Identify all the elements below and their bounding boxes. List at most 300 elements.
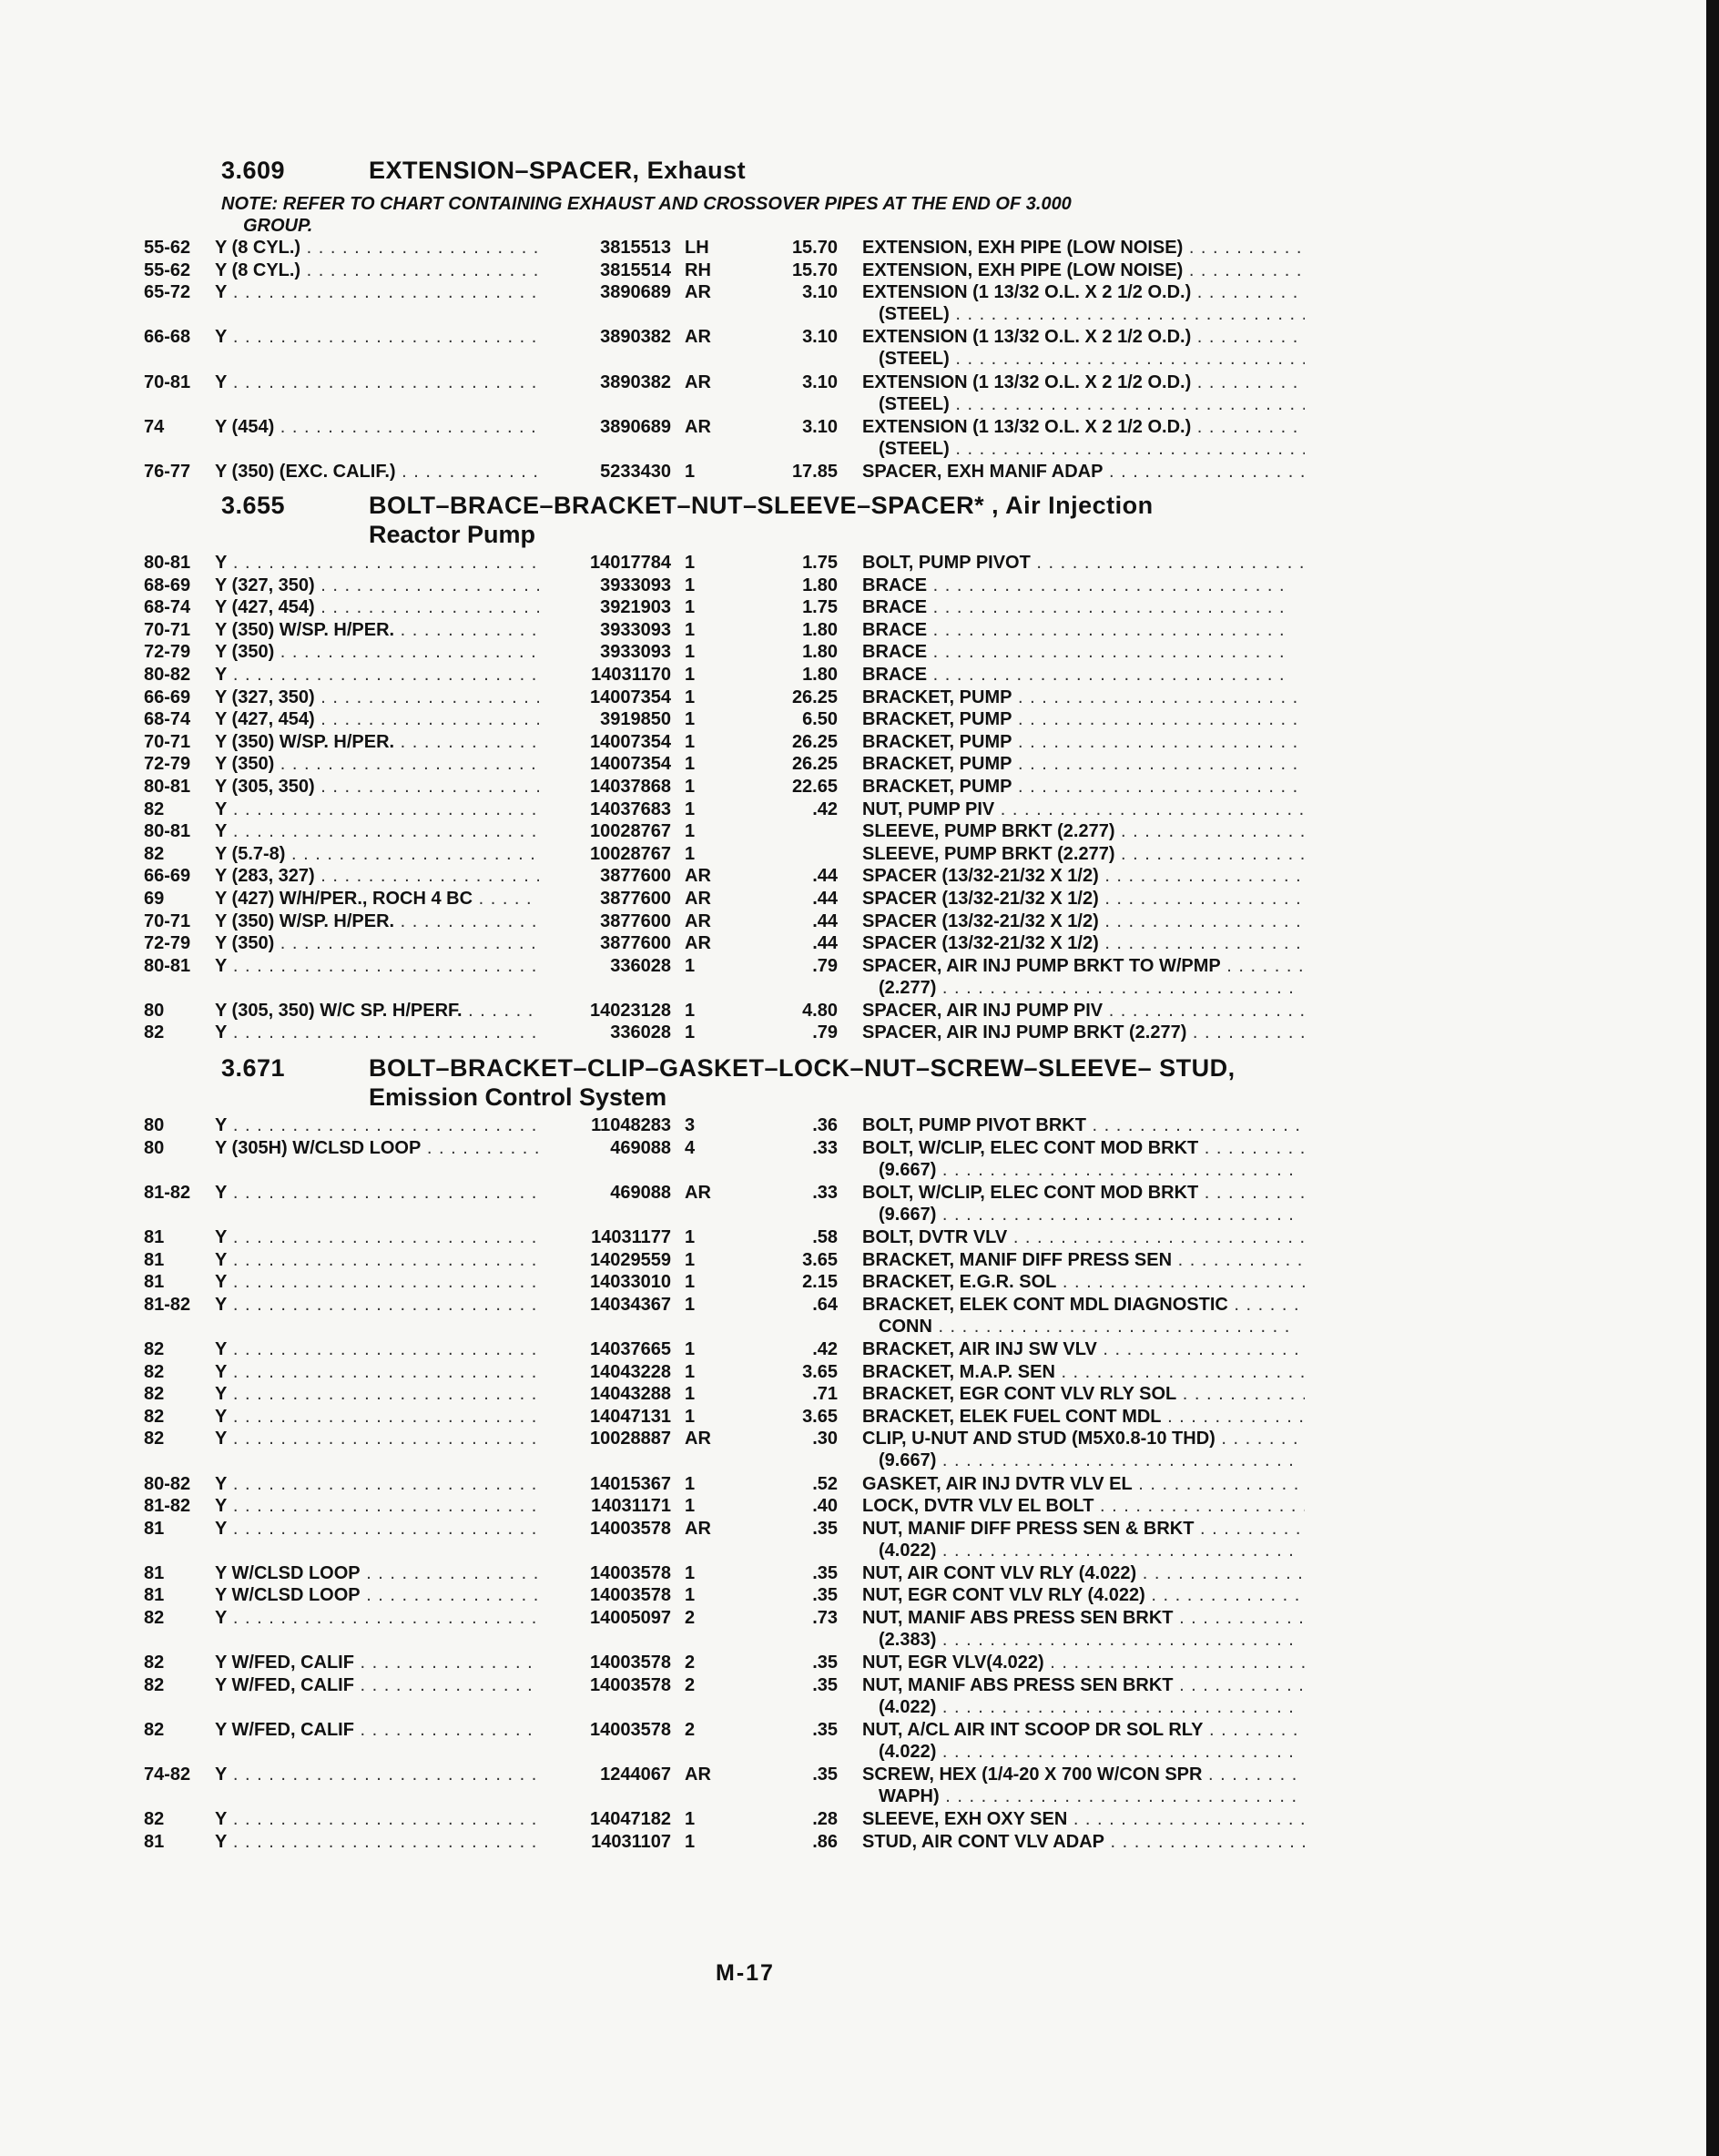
description-line-cont: (STEEL) . . . <box>862 393 1305 415</box>
part-number-cell: 14033010 <box>590 1272 671 1293</box>
application-cell: Y . . . <box>215 1022 539 1043</box>
years-cell: 80-81 <box>144 776 191 797</box>
quantity-cell: 1 <box>685 1022 696 1043</box>
quantity-cell: 1 <box>685 597 696 618</box>
description-line: NUT, A/CL AIR INT SCOOP DR SOL RLY . . . <box>862 1720 1305 1740</box>
price-cell: 3.10 <box>802 416 838 437</box>
table-row <box>0 1719 1719 1764</box>
section-number: 3.609 <box>221 157 286 184</box>
price-cell: 22.65 <box>791 776 838 797</box>
price-cell: 4.80 <box>802 1000 838 1021</box>
table-row <box>0 1831 1719 1854</box>
part-number-cell: 14047182 <box>590 1809 671 1830</box>
description-line: EXTENSION (1 13/32 O.L. X 2 1/2 O.D.) . . . <box>862 417 1305 437</box>
description-line: SPACER, AIR INJ PUMP BRKT TO W/PMP . . . <box>862 956 1305 976</box>
quantity-cell: 1 <box>685 1000 696 1021</box>
years-cell: 70-71 <box>144 619 191 640</box>
description-line-cont: (STEEL) . . . <box>862 348 1305 370</box>
part-number-cell: 336028 <box>610 955 671 976</box>
table-row <box>0 708 1719 731</box>
application-cell: Y . . . <box>215 281 539 303</box>
part-number-cell: 14037683 <box>590 798 671 819</box>
table-row <box>0 1249 1719 1272</box>
part-number-cell: 3933093 <box>600 619 671 640</box>
price-cell: .71 <box>812 1384 838 1405</box>
price-cell: 3.65 <box>802 1361 838 1382</box>
quantity-cell: AR <box>685 416 711 437</box>
description-cell <box>862 1338 1305 1360</box>
table-row <box>0 641 1719 664</box>
description-line: EXTENSION (1 13/32 O.L. X 2 1/2 O.D.) . . . <box>862 282 1305 302</box>
quantity-cell: RH <box>685 259 711 280</box>
application-cell: Y W/CLSD LOOP . . . <box>215 1562 539 1584</box>
table-row <box>0 1406 1719 1429</box>
part-number-cell: 14037665 <box>590 1338 671 1359</box>
part-number-cell: 14007354 <box>590 754 671 775</box>
price-cell: .44 <box>812 933 838 954</box>
description-cell <box>862 1652 1305 1673</box>
description-line-cont: (9.667) . . . <box>862 1449 1305 1471</box>
application-cell: Y . . . <box>215 326 539 348</box>
quantity-cell: 1 <box>685 1473 696 1494</box>
application-cell: Y (350) W/SP. H/PER. . . . <box>215 619 539 641</box>
description-cell <box>862 1249 1305 1271</box>
part-number-cell: 14034367 <box>590 1294 671 1315</box>
table-row <box>0 1674 1719 1719</box>
part-number-cell: 3877600 <box>600 866 671 887</box>
years-cell: 74 <box>144 416 165 437</box>
years-cell: 81 <box>144 1518 165 1539</box>
description-line: BRACE . . . <box>862 597 1286 617</box>
note-text: NOTE: REFER TO CHART CONTAINING EXHAUST AND CROSSOVER PIPES AT THE END OF 3.000 <box>221 194 1072 214</box>
years-cell: 68-74 <box>144 597 191 618</box>
section-number: 3.655 <box>221 492 286 519</box>
quantity-cell: AR <box>685 371 711 392</box>
description-cell <box>862 259 1305 281</box>
table-row <box>0 888 1719 910</box>
years-cell: 69 <box>144 888 165 909</box>
quantity-cell: 2 <box>685 1653 696 1673</box>
application-cell: Y . . . <box>215 955 539 977</box>
price-cell: 26.25 <box>791 686 838 707</box>
description-cell <box>862 416 1305 460</box>
years-cell: 82 <box>144 1384 165 1405</box>
description-cell <box>862 1518 1305 1561</box>
description-line: BOLT, W/CLIP, ELEC CONT MOD BRKT . . . <box>862 1183 1305 1203</box>
table-row <box>0 1518 1719 1562</box>
price-cell: 3.10 <box>802 282 838 303</box>
description-line-cont: (4.022) . . . <box>862 1696 1305 1718</box>
table-row <box>0 1137 1719 1182</box>
table-row <box>0 753 1719 776</box>
price-cell: .52 <box>812 1473 838 1494</box>
quantity-cell: 1 <box>685 1361 696 1382</box>
table-row <box>0 575 1719 597</box>
section-note <box>221 193 1268 237</box>
part-number-cell: 14007354 <box>590 731 671 752</box>
part-number-cell: 3890689 <box>600 282 671 303</box>
quantity-cell: 1 <box>685 664 696 685</box>
quantity-cell: 1 <box>685 1338 696 1359</box>
description-line: BRACE . . . <box>862 665 1286 685</box>
description-cell <box>862 1428 1305 1471</box>
description-cell <box>862 753 1305 775</box>
description-line: BOLT, PUMP PIVOT . . . <box>862 553 1305 573</box>
price-cell: 17.85 <box>791 461 838 482</box>
quantity-cell: 4 <box>685 1137 696 1158</box>
part-number-cell: 10028767 <box>590 821 671 842</box>
description-line: SPACER (13/32-21/32 X 1/2) . . . <box>862 933 1305 953</box>
price-cell: .28 <box>812 1809 838 1830</box>
quantity-cell: 1 <box>685 1585 696 1606</box>
years-cell: 68-69 <box>144 575 191 595</box>
price-cell: 15.70 <box>791 259 838 280</box>
quantity-cell: 1 <box>685 1832 696 1852</box>
application-cell: Y . . . <box>215 1338 539 1360</box>
part-number-cell: 14047131 <box>590 1406 671 1427</box>
description-line: BRACKET, AIR INJ SW VLV . . . <box>862 1339 1305 1359</box>
application-cell: Y (8 CYL.) . . . <box>215 259 539 281</box>
description-cell <box>862 865 1305 887</box>
part-number-cell: 14003578 <box>590 1562 671 1583</box>
application-cell: Y . . . <box>215 1226 539 1248</box>
years-cell: 55-62 <box>144 259 191 280</box>
description-cell <box>862 1562 1305 1584</box>
description-cell <box>862 708 1305 730</box>
section-title: BOLT–BRACE–BRACKET–NUT–SLEEVE–SPACER* , Air Injection <box>369 492 1154 519</box>
price-cell: .30 <box>812 1429 838 1449</box>
quantity-cell: 1 <box>685 1406 696 1427</box>
table-row <box>0 1607 1719 1652</box>
table-row <box>0 932 1719 955</box>
description-line: BRACE . . . <box>862 620 1286 640</box>
part-number-cell: 14003578 <box>590 1720 671 1741</box>
quantity-cell: 3 <box>685 1115 696 1135</box>
section-title: EXTENSION–SPACER, Exhaust <box>369 157 747 184</box>
table-row <box>0 1473 1719 1496</box>
application-cell: Y . . . <box>215 1518 539 1540</box>
years-cell: 80-81 <box>144 553 191 573</box>
application-cell: Y . . . <box>215 1249 539 1271</box>
parts-table <box>0 1114 1719 1854</box>
years-cell: 81 <box>144 1832 165 1852</box>
part-number-cell: 14043228 <box>590 1361 671 1382</box>
price-cell: .35 <box>812 1562 838 1583</box>
table-row <box>0 1338 1719 1361</box>
description-cell <box>862 1584 1305 1606</box>
years-cell: 66-68 <box>144 327 191 348</box>
quantity-cell: 1 <box>685 686 696 707</box>
application-cell: Y . . . <box>215 1473 539 1495</box>
description-cell <box>862 731 1305 753</box>
quantity-cell: AR <box>685 327 711 348</box>
note-text-cont: GROUP. <box>243 216 313 236</box>
description-cell <box>862 932 1305 954</box>
years-cell: 82 <box>144 1720 165 1741</box>
price-cell: .35 <box>812 1518 838 1539</box>
price-cell: 1.75 <box>802 553 838 573</box>
quantity-cell: 1 <box>685 798 696 819</box>
part-number-cell: 3890382 <box>600 371 671 392</box>
part-number-cell: 3815513 <box>600 238 671 258</box>
application-cell: Y (454) . . . <box>215 416 539 438</box>
description-cell <box>862 461 1305 483</box>
quantity-cell: AR <box>685 1429 711 1449</box>
price-cell: .42 <box>812 798 838 819</box>
description-line: EXTENSION, EXH PIPE (LOW NOISE) . . . <box>862 260 1305 280</box>
part-number-cell: 3921903 <box>600 597 671 618</box>
description-line: BRACKET, E.G.R. SOL . . . <box>862 1272 1305 1292</box>
price-cell: .40 <box>812 1496 838 1517</box>
quantity-cell: 1 <box>685 619 696 640</box>
description-line: NUT, MANIF ABS PRESS SEN BRKT . . . <box>862 1675 1305 1695</box>
application-cell: Y . . . <box>215 820 539 842</box>
quantity-cell: AR <box>685 282 711 303</box>
price-cell: .79 <box>812 955 838 976</box>
table-row <box>0 461 1719 483</box>
quantity-cell: 2 <box>685 1720 696 1741</box>
part-number-cell: 10028887 <box>590 1429 671 1449</box>
table-row <box>0 326 1719 371</box>
price-cell: 3.65 <box>802 1249 838 1270</box>
years-cell: 82 <box>144 843 165 864</box>
part-number-cell: 11048283 <box>591 1115 671 1135</box>
description-line: BRACKET, EGR CONT VLV RLY SOL . . . <box>862 1384 1305 1404</box>
years-cell: 81 <box>144 1272 165 1293</box>
years-cell: 81 <box>144 1585 165 1606</box>
quantity-cell: 1 <box>685 1249 696 1270</box>
price-cell: .58 <box>812 1226 838 1247</box>
description-line-cont: (2.277) . . . <box>862 977 1305 999</box>
description-line: BRACKET, PUMP . . . <box>862 709 1305 729</box>
price-cell: .44 <box>812 888 838 909</box>
table-row <box>0 371 1719 416</box>
part-number-cell: 3877600 <box>600 888 671 909</box>
section-title-cont: Emission Control System <box>369 1083 667 1111</box>
description-cell <box>862 843 1305 865</box>
part-number-cell: 3815514 <box>600 259 671 280</box>
application-cell: Y (350) . . . <box>215 932 539 954</box>
description-line: SPACER (13/32-21/32 X 1/2) . . . <box>862 911 1305 931</box>
description-cell <box>862 641 1305 663</box>
quantity-cell: 1 <box>685 754 696 775</box>
years-cell: 82 <box>144 1608 165 1629</box>
years-cell: 80-81 <box>144 955 191 976</box>
table-row <box>0 843 1719 866</box>
section-title: BOLT–BRACKET–CLIP–GASKET–LOCK–NUT–SCREW–SLEEVE– STUD, <box>369 1054 1236 1082</box>
description-line: BRACKET, M.A.P. SEN . . . <box>862 1362 1305 1382</box>
section-3-671 <box>0 1054 1719 1854</box>
table-row <box>0 281 1719 326</box>
table-row <box>0 1764 1719 1808</box>
description-line: SPACER (13/32-21/32 X 1/2) . . . <box>862 866 1305 886</box>
quantity-cell: AR <box>685 933 711 954</box>
part-number-cell: 14003578 <box>590 1585 671 1606</box>
description-cell <box>862 1383 1305 1405</box>
application-cell: Y (427, 454) . . . <box>215 708 539 730</box>
application-cell: Y . . . <box>215 1831 539 1853</box>
years-cell: 82 <box>144 798 165 819</box>
description-cell <box>862 888 1305 910</box>
description-line: SPACER (13/32-21/32 X 1/2) . . . <box>862 889 1305 909</box>
description-cell <box>862 1182 1305 1225</box>
description-line: EXTENSION, EXH PIPE (LOW NOISE) . . . <box>862 238 1305 258</box>
description-line: CLIP, U-NUT AND STUD (M5X0.8-10 THD) . . . <box>862 1429 1305 1449</box>
years-cell: 80 <box>144 1000 165 1021</box>
section-title-cont: Reactor Pump <box>369 521 536 548</box>
application-cell: Y . . . <box>215 1495 539 1517</box>
price-cell: .33 <box>812 1182 838 1203</box>
years-cell: 82 <box>144 1361 165 1382</box>
quantity-cell: AR <box>685 910 711 931</box>
section-number: 3.671 <box>221 1054 286 1082</box>
section-header <box>0 157 1719 193</box>
quantity-cell: 1 <box>685 575 696 595</box>
table-row <box>0 1652 1719 1674</box>
price-cell: .35 <box>812 1653 838 1673</box>
description-cell <box>862 1137 1305 1181</box>
years-cell: 81 <box>144 1249 165 1270</box>
description-line: BRACKET, ELEK FUEL CONT MDL . . . <box>862 1407 1305 1427</box>
part-number-cell: 14037868 <box>590 776 671 797</box>
description-line: BRACKET, PUMP . . . <box>862 754 1305 774</box>
description-line: EXTENSION (1 13/32 O.L. X 2 1/2 O.D.) . . . <box>862 327 1305 347</box>
part-number-cell: 14031171 <box>591 1496 671 1517</box>
application-cell: Y (327, 350) . . . <box>215 575 539 596</box>
price-cell: .64 <box>812 1294 838 1315</box>
price-cell: 1.80 <box>802 664 838 685</box>
years-cell: 80-81 <box>144 821 191 842</box>
description-line-cont: (4.022) . . . <box>862 1540 1305 1561</box>
quantity-cell: 1 <box>685 776 696 797</box>
years-cell: 82 <box>144 1406 165 1427</box>
part-number-cell: 14005097 <box>590 1608 671 1629</box>
application-cell: Y . . . <box>215 1294 539 1316</box>
part-number-cell: 10028767 <box>590 843 671 864</box>
description-line: STUD, AIR CONT VLV ADAP . . . <box>862 1832 1305 1852</box>
years-cell: 80 <box>144 1115 165 1135</box>
price-cell: .35 <box>812 1764 838 1785</box>
description-line: NUT, MANIF DIFF PRESS SEN & BRKT . . . <box>862 1519 1305 1539</box>
quantity-cell: 1 <box>685 461 696 482</box>
application-cell: Y . . . <box>215 664 539 686</box>
description-cell <box>862 776 1305 798</box>
price-cell: .35 <box>812 1585 838 1606</box>
application-cell: Y (283, 327) . . . <box>215 865 539 887</box>
description-cell <box>862 1294 1305 1337</box>
years-cell: 55-62 <box>144 238 191 258</box>
quantity-cell: 1 <box>685 642 696 663</box>
description-line: SLEEVE, EXH OXY SEN . . . <box>862 1809 1305 1829</box>
price-cell: 26.25 <box>791 754 838 775</box>
description-line: BRACKET, PUMP . . . <box>862 687 1305 707</box>
price-cell: 6.50 <box>802 709 838 730</box>
application-cell: Y (8 CYL.) . . . <box>215 237 539 259</box>
table-row <box>0 237 1719 259</box>
application-cell: Y . . . <box>215 1114 539 1136</box>
quantity-cell: LH <box>685 238 709 258</box>
years-cell: 81-82 <box>144 1496 191 1517</box>
table-row <box>0 1114 1719 1137</box>
table-row <box>0 1226 1719 1249</box>
table-row <box>0 1808 1719 1831</box>
part-number-cell: 3877600 <box>600 910 671 931</box>
table-row <box>0 820 1719 843</box>
description-cell <box>862 371 1305 415</box>
table-row <box>0 910 1719 933</box>
quantity-cell: 1 <box>685 843 696 864</box>
description-cell <box>862 596 1305 618</box>
description-cell <box>862 1719 1305 1763</box>
application-cell: Y (350) W/SP. H/PER. . . . <box>215 910 539 932</box>
description-line: NUT, AIR CONT VLV RLY (4.022) . . . <box>862 1563 1305 1583</box>
description-cell <box>862 1808 1305 1830</box>
price-cell: .44 <box>812 910 838 931</box>
table-row <box>0 619 1719 642</box>
application-cell: Y (350) (EXC. CALIF.) . . . <box>215 461 539 483</box>
description-line-cont: (STEEL) . . . <box>862 438 1305 460</box>
application-cell: Y (5.7-8) . . . <box>215 843 539 865</box>
description-line: BOLT, W/CLIP, ELEC CONT MOD BRKT . . . <box>862 1138 1305 1158</box>
description-line: NUT, EGR CONT VLV RLY (4.022) . . . <box>862 1585 1305 1605</box>
part-number-cell: 14043288 <box>590 1384 671 1405</box>
years-cell: 81-82 <box>144 1182 191 1203</box>
description-cell <box>862 1114 1305 1136</box>
page-number: M-17 <box>716 1960 775 1986</box>
years-cell: 74-82 <box>144 1764 191 1785</box>
years-cell: 82 <box>144 1674 165 1695</box>
price-cell: 15.70 <box>791 238 838 258</box>
application-cell: Y (350) . . . <box>215 641 539 663</box>
part-number-cell: 3890382 <box>600 327 671 348</box>
years-cell: 66-69 <box>144 866 191 887</box>
description-line: SPACER, EXH MANIF ADAP . . . <box>862 462 1305 482</box>
quantity-cell: AR <box>685 866 711 887</box>
table-row <box>0 686 1719 709</box>
description-line: NUT, MANIF ABS PRESS SEN BRKT . . . <box>862 1608 1305 1628</box>
table-row <box>0 259 1719 282</box>
description-cell <box>862 1271 1305 1293</box>
table-row <box>0 664 1719 686</box>
part-number-cell: 3919850 <box>600 709 671 730</box>
price-cell: 26.25 <box>791 731 838 752</box>
price-cell: 3.65 <box>802 1406 838 1427</box>
description-line: GASKET, AIR INJ DVTR VLV EL . . . <box>862 1474 1305 1494</box>
part-number-cell: 14023128 <box>590 1000 671 1021</box>
years-cell: 82 <box>144 1429 165 1449</box>
table-row <box>0 776 1719 798</box>
description-line-cont: CONN . . . <box>862 1316 1305 1337</box>
description-cell <box>862 820 1305 842</box>
description-cell <box>862 798 1305 820</box>
application-cell: Y . . . <box>215 1808 539 1830</box>
parts-table <box>0 237 1719 483</box>
years-cell: 82 <box>144 1653 165 1673</box>
part-number-cell: 469088 <box>610 1137 671 1158</box>
quantity-cell: 1 <box>685 1294 696 1315</box>
price-cell: 1.80 <box>802 575 838 595</box>
part-number-cell: 5233430 <box>600 461 671 482</box>
table-row <box>0 1022 1719 1044</box>
table-row <box>0 1271 1719 1294</box>
quantity-cell: 1 <box>685 821 696 842</box>
application-cell: Y . . . <box>215 552 539 574</box>
table-row <box>0 1294 1719 1338</box>
table-row <box>0 1383 1719 1406</box>
application-cell: Y . . . <box>215 1271 539 1293</box>
part-number-cell: 14029559 <box>590 1249 671 1270</box>
price-cell: 2.15 <box>802 1272 838 1293</box>
